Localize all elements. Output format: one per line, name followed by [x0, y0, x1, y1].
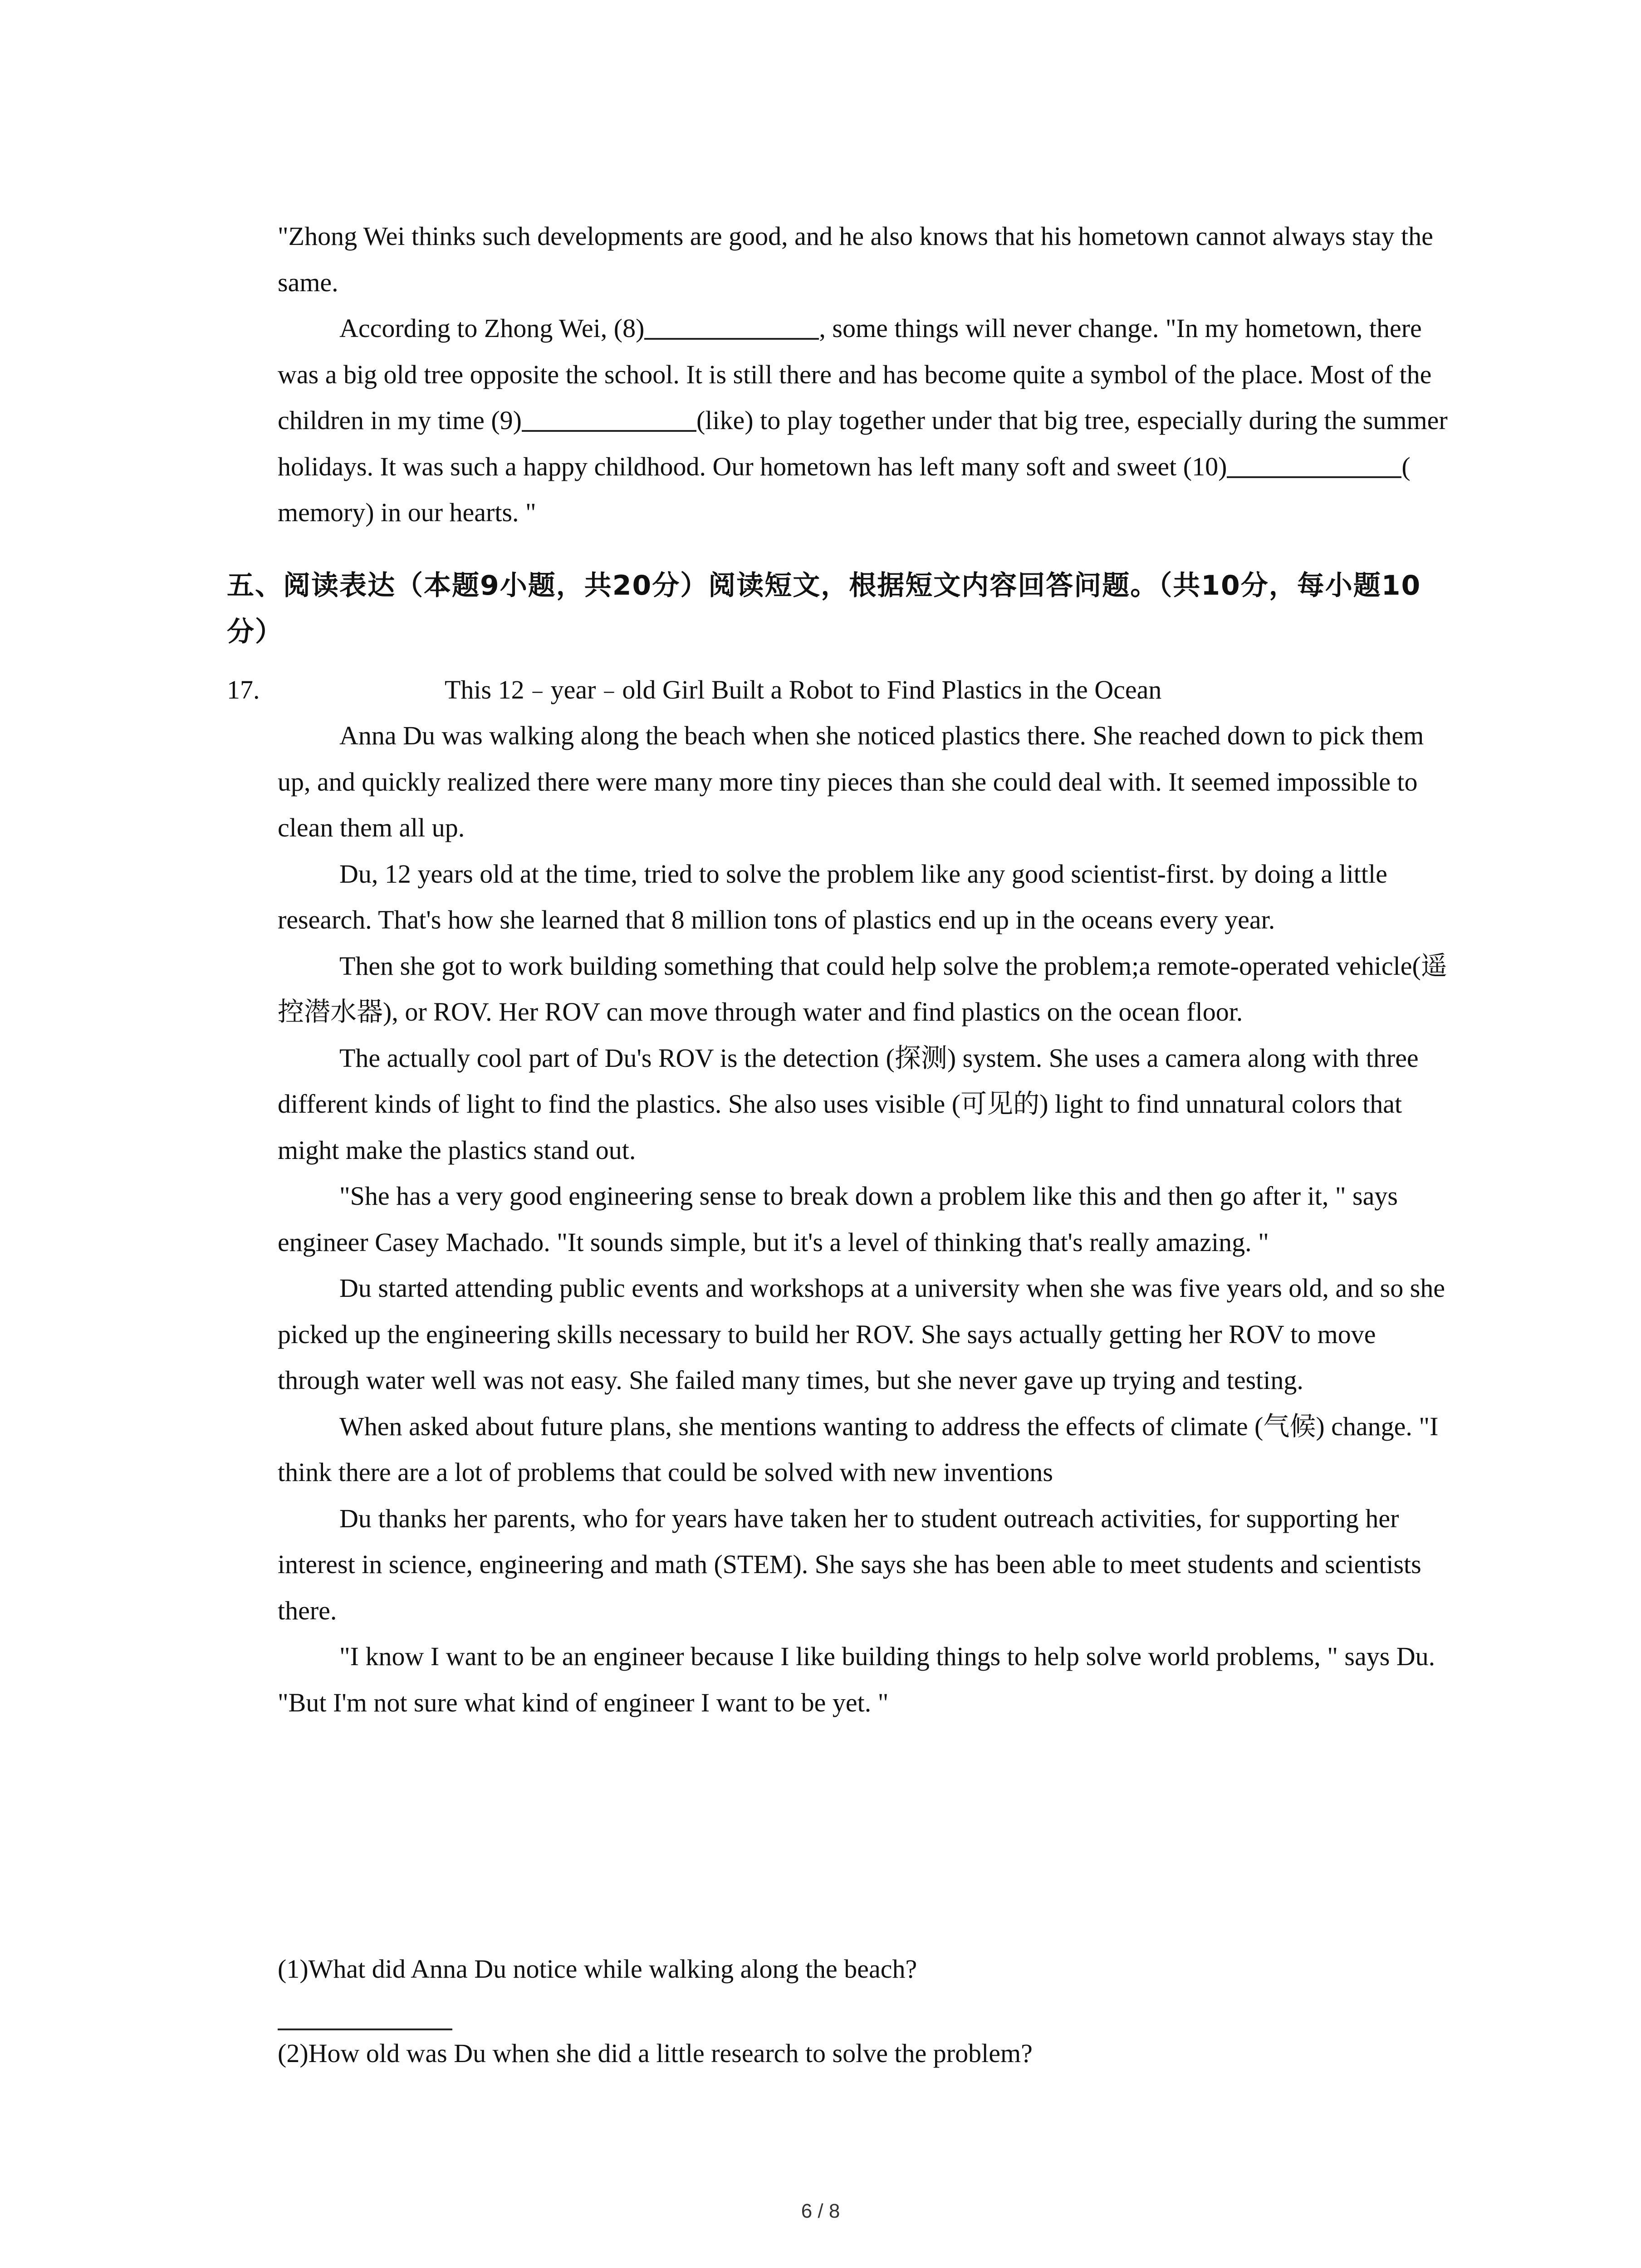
blank-8 [644, 312, 819, 340]
passage-title: This 12﹣year﹣old Girl Built a Robot to Find Plastics in the Ocean [445, 675, 1162, 704]
passage-paragraph: Then she got to work building something that could help solve the problem;a remote-operated vehicle(遥控潜水器), or ROV. Her ROV can move through water and find plastics on the ocean floor. [278, 951, 1447, 1026]
blank-10 [1227, 450, 1401, 478]
sub-question-1: (1)What did Anna Du notice while walking along the beach? [278, 1954, 917, 1984]
passage-paragraph: Du, 12 years old at the time, tried to solve the problem like any good scientist-first. by doing a little research. That's how she learned that 8 million tons of plastics end up in the oceans every year. [278, 859, 1387, 934]
sub-question-2: (2)How old was Du when she did a little research to solve the problem? [278, 2038, 1033, 2068]
top-text-block [278, 213, 1453, 536]
blank-9 [522, 404, 696, 432]
passage-paragraph: The actually cool part of Du's ROV is the detection (探测) system. She uses a camera along with three different kinds of light to find the plastics. She also uses visible (可见的) light to find unnatural colors that might make the plastics stand out. [278, 1043, 1419, 1165]
paragraph-developments: "Zhong Wei thinks such developments are good, and he also knows that his hometown cannot always stay the same. [278, 221, 1433, 297]
passage-paragraph: Anna Du was walking along the beach when she noticed plastics there. She reached down to pick them up, and quickly realized there were many more tiny pieces than she could deal with. It seemed impossible to clean them all up. [278, 721, 1424, 842]
passage-paragraph: When asked about future plans, she mentions wanting to address the effects of climate (气候) change. "I think there are a lot of problems that could be solved with new inventions [278, 1411, 1439, 1487]
passage-paragraph: "I know I want to be an engineer because I like building things to help solve world problems, " says Du. "But I'm not sure what kind of engineer I want to be yet. " [278, 1642, 1435, 1717]
cloze-text-end: ( memory) in our hearts. " [278, 451, 1411, 527]
page-number: 6 / 8 [801, 2200, 840, 2222]
passage-paragraph: Du thanks her parents, who for years have taken her to student outreach activities, for supporting her interest in science, engineering and math (STEM). She says she has been able to meet students and scientists there. [278, 1503, 1421, 1625]
question-number: 17. [227, 675, 260, 704]
cloze-text-10: (like) to play together under that big tree, especially during the summer holidays. It was such a happy childhood. Our hometown has left many soft and sweet (10) [278, 406, 1448, 481]
cloze-text-8: According to Zhong Wei, (8) [339, 313, 645, 343]
comprehension-questions [278, 1946, 1453, 2076]
answer-blank-1[interactable] [278, 2003, 452, 2030]
passage-paragraph: Du started attending public events and workshops at a university when she was five years old, and so she picked up the engineering skills necessary to build her ROV. She says actually getting her ROV to move through water well was not easy. She failed many times, but she never gave up trying and testing. [278, 1273, 1445, 1395]
question-header [227, 667, 1461, 713]
passage-paragraph: "She has a very good engineering sense to break down a problem like this and then go after it, " says engineer Casey Machado. "It sounds simple, but it's a level of thinking that's really amazing. " [278, 1181, 1398, 1257]
reading-passage [278, 713, 1453, 1725]
paragraph-cloze [278, 305, 1453, 536]
section-heading: 五、阅读表达（本题9小题，共20分）阅读短文，根据短文内容回答问题。（共10分，每小题10分） [227, 570, 1421, 648]
cloze-text-9: , some things will never change. "In my hometown, there was a big old tree opposite the school. It is still there and has become quite a symbol of the place. Most of the children in my time (9) [278, 313, 1432, 435]
